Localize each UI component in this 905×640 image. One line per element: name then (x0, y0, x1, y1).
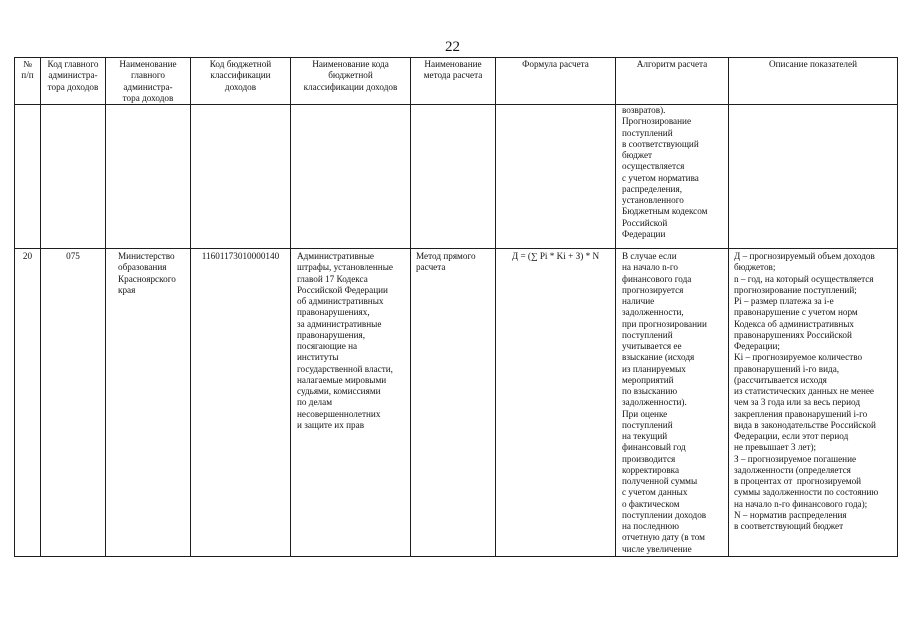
revenue-forecast-table (14, 57, 898, 557)
cell-admin-name: Министерство образования Красноярского края (106, 249, 191, 557)
cell-algorithm: В случае если на начало n-го финансового года прогнозируется наличие задолженности, при прогнозировании поступлений учитывается ее взыскание (исходя из планируемых мероприятий по взысканию задолженности). При оценке поступлений на текущий финансовый год производится корректировка полученной суммы с учетом данных о фактическом поступлении доходов на последнюю отчетную дату (в том числе увеличение (616, 249, 729, 557)
header-kbk-name: Наименование кода бюджетной классификации доходов (291, 58, 411, 105)
empty-cell (291, 105, 411, 249)
empty-cell (411, 105, 496, 249)
empty-cell (496, 105, 616, 249)
cell-algorithm: возвратов). Прогнозирование поступлений в соответствующий бюджет осуществляется с учетом норматива распределения, установленного Бюджетным кодексом Российской Федерации (616, 105, 729, 249)
cell-formula: Д = (∑ Pi * Ki + З) * N (496, 249, 616, 557)
header-row (15, 58, 898, 105)
header-admin-name: Наименование главного администра- тора доходов (106, 58, 191, 105)
header-formula: Формула расчета (496, 58, 616, 105)
page-number: 22 (445, 39, 460, 55)
header-algorithm: Алгоритм расчета (616, 58, 729, 105)
cell-num: 20 (15, 249, 41, 557)
cell-kbk-name: Административные штрафы, установленные главой 17 Кодекса Российской Федерации об административных правонарушениях, за административные правонарушения, посягающие на институты государственной власти, налагаемые мировыми судьями, комиссиями по делам несовершеннолетних и защите их прав (291, 249, 411, 557)
empty-cell (191, 105, 291, 249)
header-kbk-code: Код бюджетной классификации доходов (191, 58, 291, 105)
empty-cell (729, 105, 898, 249)
header-admin-code: Код главного администра- тора доходов (41, 58, 106, 105)
header-description: Описание показателей (729, 58, 898, 105)
cell-method: Метод прямого расчета (411, 249, 496, 557)
empty-cell (106, 105, 191, 249)
cell-admin-code: 075 (41, 249, 106, 557)
cell-kbk-code: 11601173010000140 (191, 249, 291, 557)
empty-cell (15, 105, 41, 249)
header-method: Наименование метода расчета (411, 58, 496, 105)
table-row (15, 105, 898, 249)
cell-description: Д – прогнозируемый объем доходов бюджетов; n – год, на который осуществляется прогнозирование поступлений; Pi – размер платежа за i-е правонарушение с учетом норм Кодекса об административных правонарушениях Российской Федерации; Ki – прогнозируемое количество правонарушений i-го вида, (рассчитывается исходя из статистических данных не менее чем за 3 года или за весь период закрепления правонарушений i-го вида в законодательстве Российской Федерации, если этот период не превышает 3 лет); З – прогнозируемое погашение задолженности (определяется в процентах от прогнозируемой суммы задолженности по состоянию на начало n-го финансового года); N – норматив распределения в соответствующий бюджет (729, 249, 898, 557)
empty-cell (41, 105, 106, 249)
table-row (15, 249, 898, 557)
header-num: № п/п (15, 58, 41, 105)
